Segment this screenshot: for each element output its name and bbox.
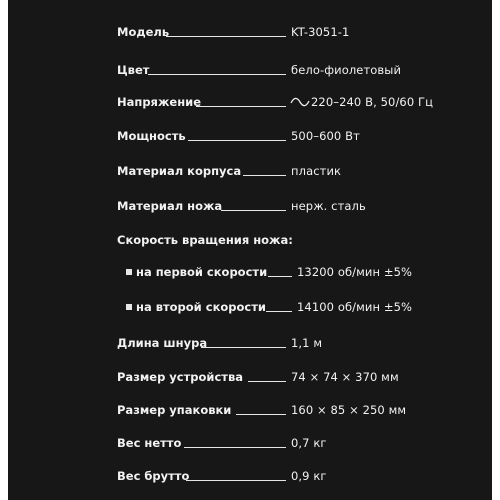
leader-line <box>166 36 286 37</box>
spec-value: 14100 об/мин ±5% <box>297 300 413 314</box>
leader-line <box>243 175 286 176</box>
speed-heading-row <box>8 230 492 250</box>
ac-wave-icon <box>290 95 310 109</box>
spec-label: Напряжение <box>117 95 201 109</box>
spec-value: нерж. сталь <box>291 199 366 213</box>
spec-value: 0,9 кг <box>291 469 327 483</box>
spec-value: пластик <box>291 164 342 178</box>
spec-label: Размер упаковки <box>117 403 232 417</box>
spec-label: на первой скорости <box>136 265 268 279</box>
spec-value: 160 × 85 × 250 мм <box>291 403 407 417</box>
spec-row-model <box>8 22 492 42</box>
spec-row-cord-length <box>8 333 492 353</box>
leader-line <box>221 210 286 211</box>
spec-value: 220–240 В, 50/60 Гц <box>311 95 434 109</box>
leader-line <box>186 480 286 481</box>
spec-row-color <box>8 60 492 80</box>
spec-row-voltage <box>8 92 492 112</box>
leader-line <box>184 447 286 448</box>
spec-row-device-size <box>8 367 492 387</box>
spec-row-power <box>8 126 492 146</box>
leader-line <box>196 106 286 107</box>
spec-value: 500–600 Вт <box>291 129 360 143</box>
spec-label: Модель <box>117 25 170 39</box>
spec-row-blade-material <box>8 196 492 216</box>
spec-value: KT-3051-1 <box>291 25 350 39</box>
spec-label: Вес нетто <box>117 436 182 450</box>
leader-line <box>248 381 286 382</box>
spec-label: Длина шнура <box>117 336 208 350</box>
bullet-icon <box>126 269 132 275</box>
leader-line <box>188 140 286 141</box>
spec-row-speed-2 <box>8 297 492 317</box>
bullet-icon <box>126 304 132 310</box>
spec-label: Вес брутто <box>117 469 190 483</box>
spec-row-gross-weight <box>8 466 492 486</box>
leader-line <box>266 311 292 312</box>
spec-row-body-material <box>8 161 492 181</box>
spec-value: 74 × 74 × 370 мм <box>291 370 399 384</box>
spec-row-package-size <box>8 400 492 420</box>
spec-label: на второй скорости <box>136 300 266 314</box>
spec-value: 0,7 кг <box>291 436 327 450</box>
spec-panel <box>8 0 492 500</box>
spec-value: бело-фиолетовый <box>291 63 402 77</box>
leader-line <box>268 276 292 277</box>
spec-label: Размер устройства <box>117 370 243 384</box>
spec-label: Материал корпуса <box>117 164 242 178</box>
spec-label: Цвет <box>117 63 150 77</box>
spec-row-net-weight <box>8 433 492 453</box>
spec-label: Мощность <box>117 129 186 143</box>
spec-row-speed-1 <box>8 262 492 282</box>
spec-value: 13200 об/мин ±5% <box>297 265 413 279</box>
leader-line <box>236 414 286 415</box>
speed-heading: Скорость вращения ножа: <box>117 233 293 247</box>
spec-value: 1,1 м <box>291 336 323 350</box>
leader-line <box>148 74 286 75</box>
leader-line <box>201 347 286 348</box>
spec-label: Материал ножа <box>117 199 223 213</box>
